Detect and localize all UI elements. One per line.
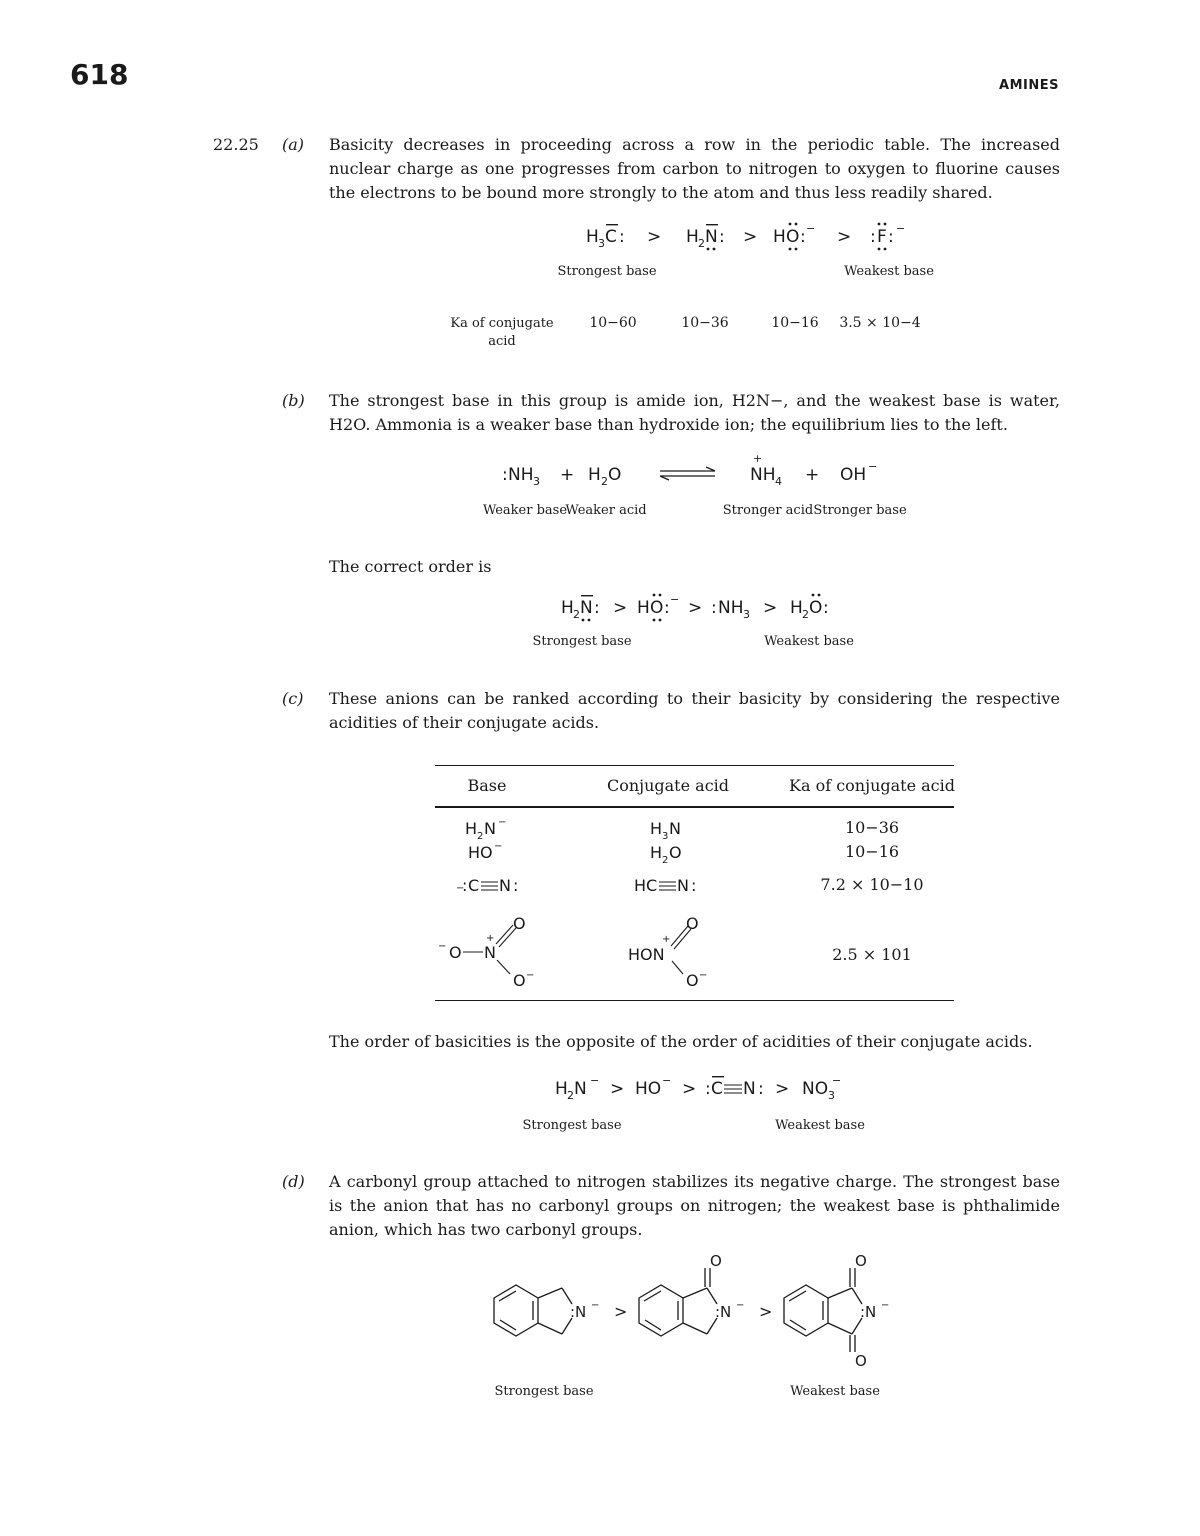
ka-value: 10−36	[681, 315, 729, 331]
svg-text::: :	[619, 227, 625, 247]
svg-text:−: −	[498, 817, 507, 828]
part-c-text: These anions can be ranked according to their basicity by considering the respective acidities of their conjugate acids.	[329, 689, 1060, 732]
part-c-strongest-label: Strongest base	[522, 1118, 622, 1133]
svg-text:NH: NH	[508, 465, 534, 485]
svg-text::N: :N	[715, 1303, 732, 1321]
isoindoline-anion	[494, 1285, 572, 1336]
svg-text:NH: NH	[718, 598, 744, 618]
table-header-rule	[435, 806, 954, 808]
svg-text:H: H	[686, 227, 699, 247]
svg-text:+: +	[662, 934, 671, 945]
part-c-label: (c)	[282, 689, 304, 708]
part-b-strongest-label: Strongest base	[532, 634, 632, 649]
svg-text:−: −	[868, 460, 878, 473]
part-b-weakest-label: Weakest base	[764, 634, 854, 649]
svg-text:−: −	[591, 1300, 600, 1311]
part-b-text: The strongest base in this group is amide ion, H2N−, and the weakest base is water, H2O. Ammonia is a weaker base than hydroxide ion; the equilibrium lies to the left.	[329, 391, 1060, 434]
phthalimide-anion	[784, 1268, 862, 1352]
svg-text:4: 4	[775, 475, 782, 488]
svg-text:>: >	[763, 598, 778, 618]
svg-text::: :	[888, 227, 894, 247]
svg-text:O: O	[669, 843, 682, 862]
svg-text:2: 2	[477, 831, 484, 842]
part-d-weakest-label: Weakest base	[790, 1384, 880, 1399]
correct-order-intro: The correct order is	[329, 557, 492, 576]
equilibrium-label: Stronger base	[813, 503, 907, 518]
svg-text:>: >	[682, 1079, 697, 1099]
svg-text:2: 2	[601, 475, 608, 488]
svg-text:O: O	[786, 227, 800, 247]
svg-text:C: C	[605, 227, 617, 247]
svg-text::N: :N	[570, 1303, 587, 1321]
svg-text:>: >	[613, 598, 628, 618]
svg-text::: :	[823, 598, 829, 618]
svg-text:>: >	[614, 1302, 628, 1321]
svg-text:>: >	[610, 1079, 625, 1099]
table-cell-ka: 10−36	[844, 818, 900, 837]
svg-text:HO: HO	[468, 843, 493, 862]
svg-text:−: −	[590, 1074, 600, 1087]
svg-text:3: 3	[743, 608, 750, 621]
ka-value: 10−16	[771, 315, 819, 331]
part-d-structures	[480, 1250, 900, 1380]
part-a-text: Basicity decreases in proceeding across a row in the periodic table. The increased nuclear charge as one progresses from carbon to nitrogen to oxygen to fluorine causes the electrons to be bound more strongly to the atom and thus less readily shared.	[329, 135, 1060, 202]
svg-text:−: −	[832, 1074, 842, 1087]
svg-text:N: N	[669, 819, 681, 838]
part-c-basicity-series	[550, 1073, 870, 1109]
svg-text::: :	[758, 1079, 764, 1099]
svg-text::: :	[462, 876, 468, 895]
svg-text:2: 2	[567, 1089, 574, 1102]
svg-text:N: N	[743, 1079, 756, 1099]
svg-text::N: :N	[860, 1303, 877, 1321]
svg-text:O: O	[855, 1252, 867, 1270]
svg-text:2: 2	[662, 855, 669, 866]
svg-text:N: N	[580, 598, 593, 618]
svg-text:−: −	[806, 222, 816, 235]
svg-text:N: N	[499, 876, 511, 895]
gt-1: >	[647, 227, 662, 247]
equilibrium-label: Weaker acid	[565, 503, 647, 518]
svg-text:O: O	[809, 598, 823, 618]
svg-text:+: +	[753, 452, 763, 465]
svg-text:2: 2	[573, 608, 580, 621]
table-cell-ka: 10−16	[844, 842, 900, 861]
svg-text:HON: HON	[628, 945, 665, 964]
lewis-structures-part-a	[580, 218, 920, 254]
svg-text:N: N	[484, 943, 496, 962]
svg-text:O: O	[710, 1252, 722, 1270]
svg-text::: :	[800, 227, 806, 247]
svg-text:N: N	[574, 1079, 587, 1099]
svg-text:−: −	[662, 1074, 672, 1087]
svg-text::: :	[513, 876, 519, 895]
svg-text:N: N	[677, 876, 689, 895]
isoindolinone-anion	[639, 1268, 717, 1336]
part-a-label: (a)	[282, 135, 305, 154]
svg-text:O: O	[608, 465, 622, 485]
svg-text:−: −	[456, 883, 465, 894]
svg-text:−: −	[526, 970, 535, 981]
svg-text:+: +	[805, 465, 820, 485]
gt-2: >	[743, 227, 758, 247]
svg-text:2: 2	[802, 608, 809, 621]
table-cell-ka: 2.5 × 101	[832, 945, 912, 964]
svg-text:H: H	[561, 598, 574, 618]
svg-text:O: O	[513, 914, 526, 933]
svg-text::: :	[691, 876, 697, 895]
svg-text:OH: OH	[840, 465, 867, 485]
svg-text:2: 2	[698, 237, 705, 250]
svg-text::: :	[664, 598, 670, 618]
svg-text:O: O	[650, 598, 664, 618]
part-b-label: (b)	[282, 391, 305, 410]
equilibrium-label: Weaker base	[482, 503, 568, 518]
svg-text:3: 3	[598, 237, 605, 250]
svg-text:3: 3	[662, 831, 669, 842]
svg-text:N: N	[484, 819, 496, 838]
svg-text::: :	[594, 598, 600, 618]
page-number: 618	[70, 58, 129, 91]
svg-text:3: 3	[533, 475, 540, 488]
part-b-basicity-series	[558, 590, 858, 626]
svg-text::: :	[705, 1079, 711, 1099]
svg-text:−: −	[736, 1300, 745, 1311]
svg-text::: :	[719, 227, 725, 247]
part-d-strongest-label: Strongest base	[494, 1384, 594, 1399]
running-head: AMINES	[999, 78, 1059, 93]
part-a-basicity-series	[580, 218, 920, 254]
svg-text:+: +	[486, 933, 495, 944]
table-bottom-rule	[435, 1000, 954, 1001]
equilibrium-label: Stronger acid	[722, 503, 814, 518]
svg-text:H: H	[790, 598, 803, 618]
svg-text:H: H	[588, 465, 601, 485]
ka-value: 10−60	[589, 315, 637, 331]
table-header: Conjugate acid	[606, 776, 730, 795]
part-c-weakest-label: Weakest base	[775, 1118, 865, 1133]
svg-text:HO: HO	[635, 1079, 662, 1099]
svg-text:O: O	[513, 971, 526, 990]
svg-text:O: O	[686, 971, 699, 990]
table-cell-ka: 7.2 × 10−10	[820, 875, 924, 894]
table-top-rule	[435, 765, 954, 766]
svg-text:>: >	[688, 598, 703, 618]
svg-text:N: N	[705, 227, 718, 247]
svg-text:O: O	[686, 914, 699, 933]
svg-text:O: O	[855, 1352, 867, 1370]
svg-text:F: F	[877, 227, 887, 247]
svg-text:H: H	[650, 843, 663, 862]
svg-text:−: −	[438, 941, 447, 952]
svg-text:NH: NH	[750, 465, 776, 485]
part-a-weakest-label: Weakest base	[844, 264, 934, 279]
svg-text:C: C	[468, 876, 480, 895]
table-structures	[435, 812, 954, 992]
svg-text:O: O	[449, 943, 462, 962]
svg-text:C: C	[711, 1079, 723, 1099]
svg-text:HC: HC	[634, 876, 658, 895]
part-c-after-text: The order of basicities is the opposite of the order of acidities of their conjugate acids.	[329, 1032, 1033, 1051]
svg-text:−: −	[699, 970, 708, 981]
acid-base-equilibrium	[500, 452, 900, 496]
svg-text::: :	[711, 598, 717, 618]
svg-text:H: H	[773, 227, 786, 247]
svg-text:H: H	[465, 819, 478, 838]
svg-text:H: H	[637, 598, 650, 618]
part-d-text: A carbonyl group attached to nitrogen stabilizes its negative charge. The strongest base is the anion that has no carbonyl groups on nitrogen; the weakest base is phthalimide anion, which has two carbonyl groups.	[329, 1172, 1060, 1239]
svg-text:H: H	[555, 1079, 568, 1099]
svg-text:H: H	[650, 819, 663, 838]
svg-text::: :	[502, 465, 508, 485]
svg-text:NO: NO	[802, 1079, 829, 1099]
problem-number: 22.25	[213, 135, 259, 154]
svg-text:>: >	[775, 1079, 790, 1099]
part-d-label: (d)	[282, 1172, 305, 1191]
svg-text:−: −	[494, 841, 503, 852]
gt-3: >	[837, 227, 852, 247]
svg-text:H: H	[586, 227, 599, 247]
table-header: Base	[467, 776, 507, 795]
svg-text:+: +	[560, 465, 575, 485]
svg-text:−: −	[670, 593, 680, 606]
svg-text:>: >	[759, 1302, 773, 1321]
svg-text:−: −	[881, 1300, 890, 1311]
part-a-strongest-label: Strongest base	[557, 264, 657, 279]
table-header: Ka of conjugate acid	[788, 776, 955, 795]
ka-row-label: Ka of conjugate acid	[450, 316, 554, 349]
ka-value: 3.5 × 10−4	[839, 315, 921, 331]
svg-text::: :	[870, 227, 876, 247]
svg-text:−: −	[896, 222, 906, 235]
svg-text:3: 3	[828, 1089, 835, 1102]
